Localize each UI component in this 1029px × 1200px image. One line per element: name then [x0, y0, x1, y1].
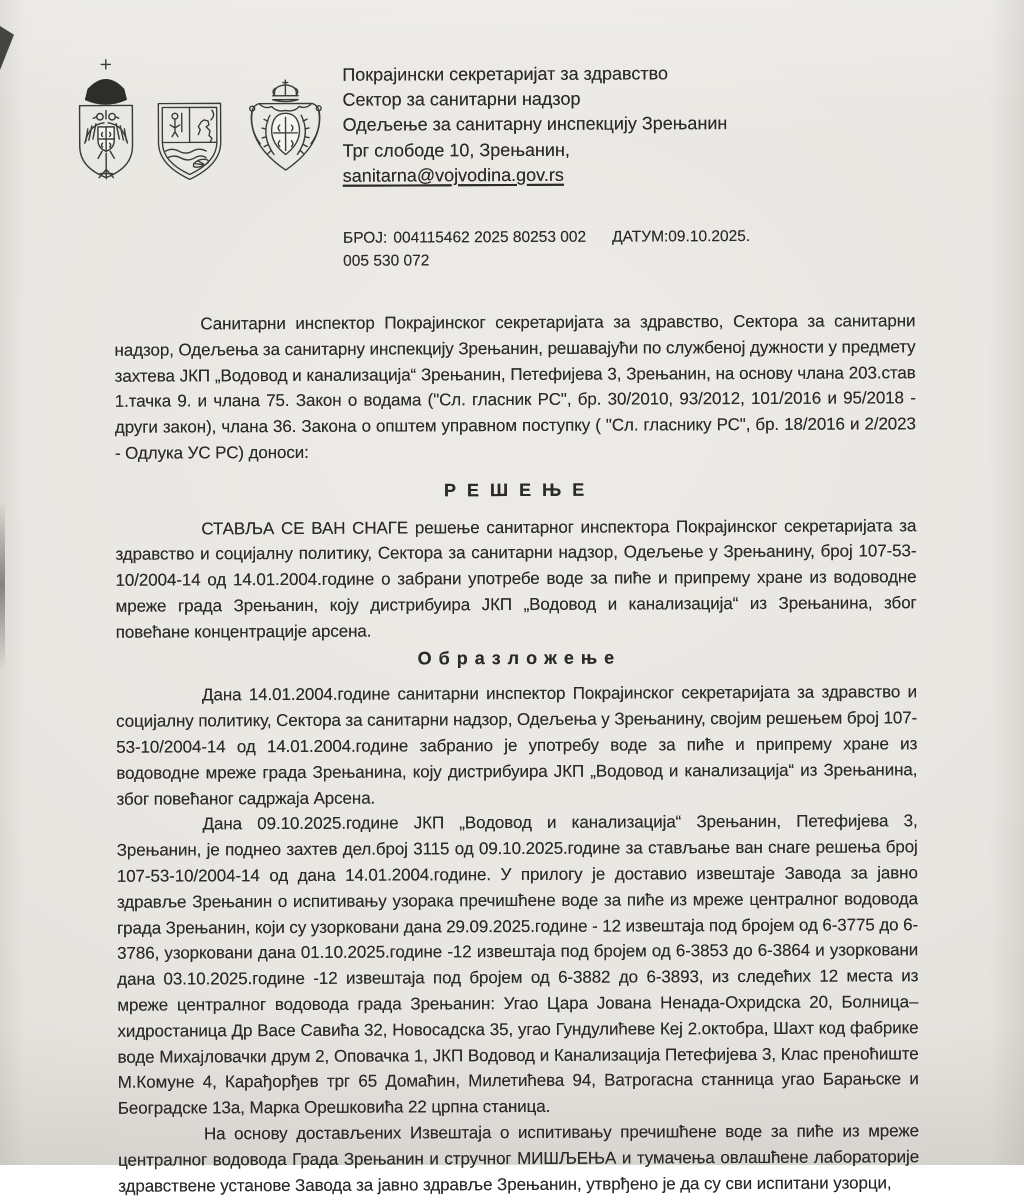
- number-value: 004115462 2025 80253 002: [393, 228, 587, 247]
- email-link[interactable]: sanitarna@vojvodina.gov.rs: [342, 164, 564, 186]
- org-line-department: Одељење за санитарну инспекцију Зрењанин: [342, 113, 728, 136]
- vojvodina-coat-of-arms-icon: [154, 99, 224, 183]
- number-label: БРОЈ:: [343, 229, 388, 247]
- reference-line-2: 005 530 072: [343, 252, 430, 270]
- paragraph-conclusion-basis: На основу достављених Извештаја о испитивању пречишћене воде за пиће из мреже централног водовода Града Зрењанин и стручног МИШЉЕЊА и тумачења овлашћене лабораторије здравствене установе Завода за јавно здравље Зрењанин, утврђено је да су сви испитани узорци,: [118, 1121, 920, 1196]
- email-line: [343, 162, 728, 189]
- document-body: [114, 308, 919, 1199]
- paragraph-2004-ban: Дана 14.01.2004.године санитарни инспектор Покрајинског секретаријата за здравство и социјалну политику, Сектора за санитарни надзор, Одељења у Зрењанину, својим решењем број 107-53-10/2004-14 од 14.01.2004.године забранио је употребу воде за пиће и припрему хране из водоводне мреже града Зрењанина, коју дистрибуира ЈКП „Водовод и канализација“ из Зрењанина, због повећаног садржаја Арсена.: [116, 682, 918, 809]
- reference-block: [343, 225, 750, 273]
- org-line-sector: Сектор за санитарни надзор: [342, 88, 581, 110]
- paragraph-decision: СТАВЉА СЕ ВАН СНАГЕ решење санитарног инспектора Покрајинског секретаријата за здравство и социјалну политику, Сектора за санитарни надзор, Одељење у Зрењанину, број 107-53-10/2004-14 од 14.01.2004.године о забрани употребе воде за пиће и припрему хране из водоводне мреже града Зрењанин, коју дистрибуира ЈКП „Водовод и канализација“ из Зрењанина, због повећане концентрације арсена.: [115, 515, 917, 642]
- org-line-address: Трг слободе 10, Зрењанин,: [342, 139, 570, 161]
- heading-obrazlozenje: О б р а з л о ж е њ е: [417, 647, 616, 668]
- vojvodina-traditional-coat-of-arms-icon: [239, 77, 331, 183]
- reference-line-1: [343, 225, 750, 250]
- paragraph-2025-request: Дана 09.10.2025.године ЈКП „Водовод и канализација“ Зрењанин, Петефијева 3, Зрењанин, је поднео захтев дел.број 3115 од 09.10.2025.године за стављање ван снаге решења број 107-53-10/2004-14 од дана 14.01.2004.године. У прилогу је доставио извештаје Завода за јавно здравље Зрењанин о испитивању узорака пречишћене воде за пиће из мреже централног водовода града Зрењанин, који су узорковани дана 29.09.2025.године - 12 извештаја под бројем од 6-3775 до 6-3786, узорковани дана 01.10.2025.године -12 извештаја под бројем од 6-3853 до 6-3864 и узорковани дана 03.10.2025.године -12 извештаја под бројем од 6-3882 до 6-3893, из следећих 12 места из мреже централног водовода града Зрењанин: Угао Цара Јована Ненада-Охридска 20, Болница–хидростаница Др Васе Савића 32, Новосадска 35, угао Гундулићеве Кеј 2.октобра, Шахт код фабрике воде Михајловачки друм 2, Оповачка 1, ЈКП Водовод и Канализација Петефијева 3, Клас преноћиште М.Комуне 4, Карађорђев трг 65 Домаћин, Милетићева 94, Ватрогасна станница угао Барањске и Београдске 13а, Марка Орешковића 22 црпна станица.: [116, 811, 919, 1118]
- org-line-secretariat: Покрајински секретаријат за здравство: [342, 63, 669, 85]
- paragraph-intro: Санитарни инспектор Покрајинског секретаријата за здравство, Сектора за санитарни надзор, Одељења за санитарну инспекцију Зрењанин, решавајући по службеној дужности у предмету захтева ЈКП „Водовод и канализација“ Зрењанин, Петефијева 3, Зрењанин, на основу члана 203.став 1.тачка 9. и члана 75. Закон о водама ("Сл. гласник РС", бр. 30/2010, 93/2012, 101/2016 и 95/2018 - други закон), члана 36. Закона о општем управном поступку ( "Сл. гласнику РС", бр. 18/2016 и 2/2023 - Одлука УС РС) доноси:: [114, 311, 916, 463]
- letterhead: [342, 61, 727, 189]
- heading-resenje: Р Е Ш Е Њ Е: [443, 479, 588, 501]
- coat-of-arms-group: [72, 56, 332, 184]
- serbia-coat-of-arms-icon: [72, 58, 140, 184]
- date-value: ДАТУМ:09.10.2025.: [612, 227, 751, 246]
